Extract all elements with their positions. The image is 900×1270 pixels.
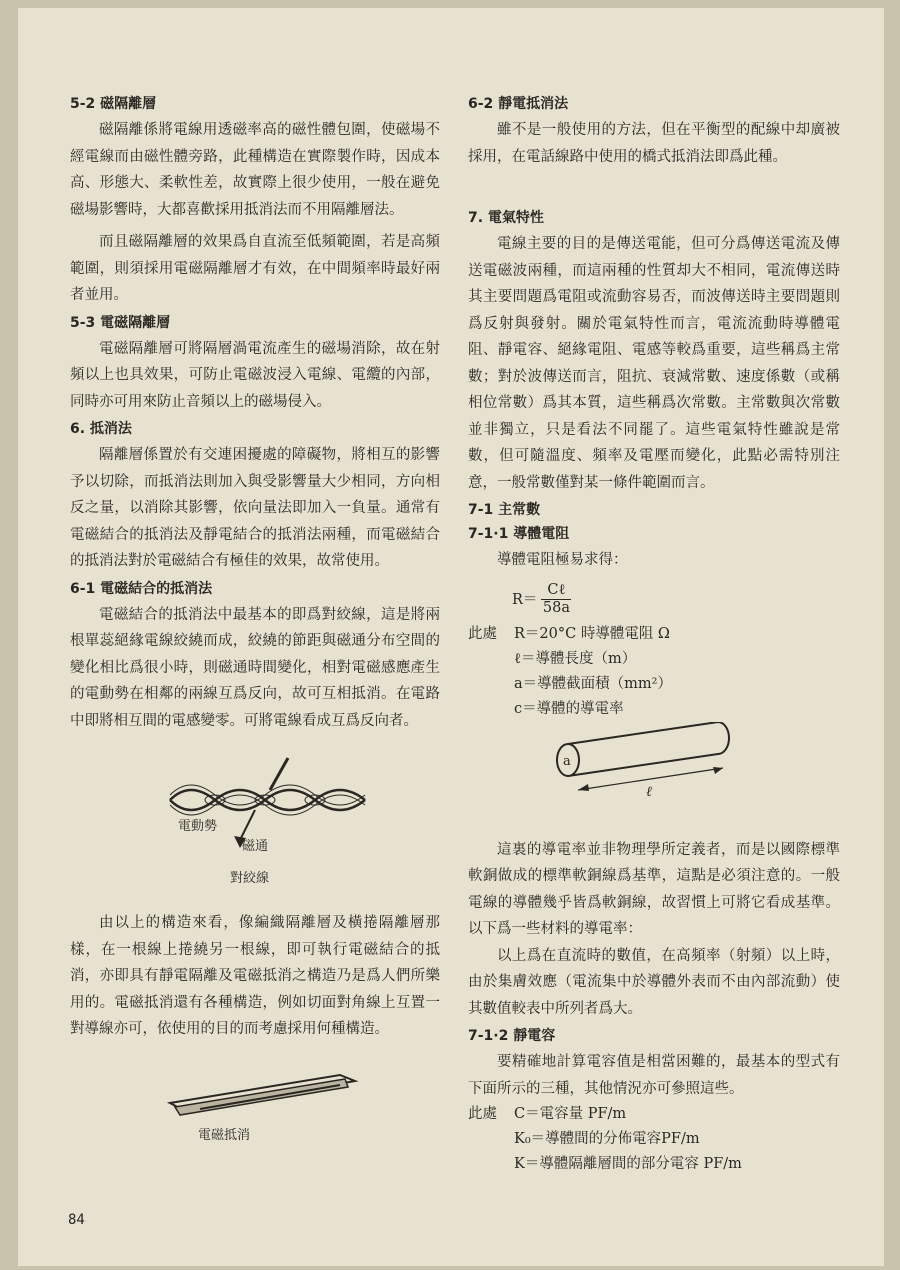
section-title-7-1: 7-1 主常數	[468, 502, 541, 518]
paragraph: 由以上的構造來看，像編織隔離層及橫捲隔離層那樣，在一根線上捲繞另一根線，即可執行電磁結合的抵消，亦即具有靜電隔離及電磁抵消之構造乃是爲人們所樂用的。電磁抵消還有各種構造，例如切面對角線上互置一對導線亦可，依使用的目的而考慮採用何種構造。	[70, 915, 440, 1037]
left-column	[70, 90, 440, 1153]
emf-label: 電動勢	[178, 819, 218, 834]
def-item: K＝導體隔離層間的部分電容 PF/m	[514, 1156, 742, 1172]
paragraph: 磁隔離係將電線用透磁率高的磁性體包圍，使磁場不經電線而由磁性體旁路，此種構造在實際製作時，因成本高、形態大、柔軟性差，故實際上很少使用，一般在避免磁場影響時，大都喜歡採用抵消法而不用隔離層法。	[70, 122, 440, 218]
def-item: a＝導體截面積（mm²）	[514, 675, 672, 692]
paragraph: 導體電阻極易求得：	[497, 552, 628, 568]
section-title-7-1-1: 7-1·1 導體電阻	[468, 526, 570, 542]
section-title-6-2: 6-2 靜電抵消法	[468, 96, 569, 112]
resistance-definitions	[468, 622, 840, 722]
resistance-formula	[512, 582, 840, 616]
figure-caption: 對絞線	[230, 871, 270, 886]
def-label: 此處	[468, 1106, 497, 1122]
def-item: c＝導體的導電率	[514, 700, 624, 717]
paragraph: 電磁結合的抵消法中最基本的即爲對絞線，這是將兩根單蕊絕緣電線絞繞而成，絞繞的節距與磁通分布空間的變化相比爲很小時，則磁通時間變化，相對電磁感應產生的電動勢在相鄰的兩線互爲反向，故可互相抵消。在電路中即將相互間的電感變零。可將電線看成互爲反向者。	[70, 606, 440, 729]
paragraph: 要精確地計算電容值是相當困難的，最基本的型式有下面所示的三種，其他情況亦可參照這些。	[468, 1054, 840, 1097]
def-item: ℓ＝導體長度（m）	[514, 650, 637, 667]
conductor-cylinder-drawing	[468, 722, 840, 837]
def-item: C＝電容量 PF/m	[514, 1106, 627, 1122]
paragraph: 這裏的導電率並非物理學所定義者，而是以國際標準軟銅做成的標準軟銅線爲基準，這點是必須注意的。一般電線的導體幾乎皆爲軟銅線，故習慣上可將它看成基準。以下爲一些材料的導電率：	[468, 841, 840, 937]
formula-lhs: R＝	[512, 592, 538, 608]
paragraph: 以上爲在直流時的數值，在高頻率（射頻）以上時，由於集膚效應（電流集中於導體外表而不由內部流動）使其數值較表中所列者爲大。	[468, 947, 840, 1017]
formula-numerator: Cℓ	[541, 582, 571, 600]
emi-cancel-figure	[70, 1043, 440, 1153]
paragraph: 而且磁隔離層的效果爲自直流至低頻範圍，若是高頻範圍，則須採用電磁隔離層才有效，在中間頻率時最好兩者並用。	[70, 234, 440, 303]
flux-label: 磁通	[242, 839, 269, 854]
formula-fraction	[541, 582, 571, 616]
conductor-figure	[468, 722, 840, 837]
paragraph: 電磁隔離層可將隔層渦電流產生的磁場消除，故在射頻以上也具效果，可防止電磁波浸入電線、電纜的內部，同時亦可用來防止音頻以上的磁場侵入。	[70, 340, 440, 410]
paragraph: 電線主要的目的是傳送電能，但可分爲傳送電流及傳送電磁波兩種，而這兩種的性質却大不相同，電流傳送時其主要問題爲電阻或流動容易否，而波傳送時主要問題則爲反射與發射。關於電氣特性而言，電流流動時導體電阻、靜電容、絕緣電阻、電感等較爲重要，這些稱爲主常數；對於波傳送而言，阻抗、衰減常數、速度係數（或稱相位常數）爲其本質，這些稱爲次常數。主常數與次常數並非獨立，只是看法不同罷了。這些電氣特性雖說是常數，但可隨溫度、頻率及電壓而變化，此點必需特別注意，一般常數僅對某一條件範圍而言。	[468, 236, 840, 491]
page-number: 84	[68, 1212, 85, 1228]
paragraph: 雖不是一般使用的方法，但在平衡型的配線中却廣被採用，在電話線路中使用的橋式抵消法即爲此種。	[468, 122, 840, 165]
def-item: R＝20°C 時導體電阻 Ω	[514, 625, 670, 642]
section-title-6-1: 6-1 電磁結合的抵消法	[70, 580, 213, 597]
area-label: a	[563, 753, 571, 769]
section-title-6: 6. 抵消法	[70, 421, 132, 437]
figure-caption: 電磁抵消	[198, 1127, 251, 1143]
formula-denominator: 58a	[542, 599, 570, 616]
emi-cancel-drawing	[70, 1043, 440, 1153]
capacitance-definitions	[468, 1102, 840, 1177]
paragraph: 隔離層係置於有交連困擾處的障礙物，將相互的影響予以切除，而抵消法則加入與受影響量大少相同，方向相反之量，以消除其影響，依向量法即加入一負量。通常有電磁結合的抵消法及靜電結合的抵消法兩種，而電磁結合的抵消法對於電磁結合有極佳的效果，故常使用。	[70, 447, 440, 569]
twisted-pair-drawing	[70, 750, 440, 890]
def-label: 此處	[468, 625, 497, 642]
section-title-7-1-2: 7-1·2 靜電容	[468, 1028, 556, 1044]
section-title-5-3: 5-3 電磁隔離層	[70, 314, 171, 331]
def-item: K₀＝導體間的分佈電容PF/m	[514, 1131, 700, 1147]
length-label: ℓ	[646, 783, 652, 800]
section-title-7: 7. 電氣特性	[468, 210, 544, 226]
twisted-pair-figure	[70, 750, 440, 910]
right-column	[468, 90, 840, 1177]
section-title-5-2: 5-2 磁隔離層	[70, 96, 157, 112]
